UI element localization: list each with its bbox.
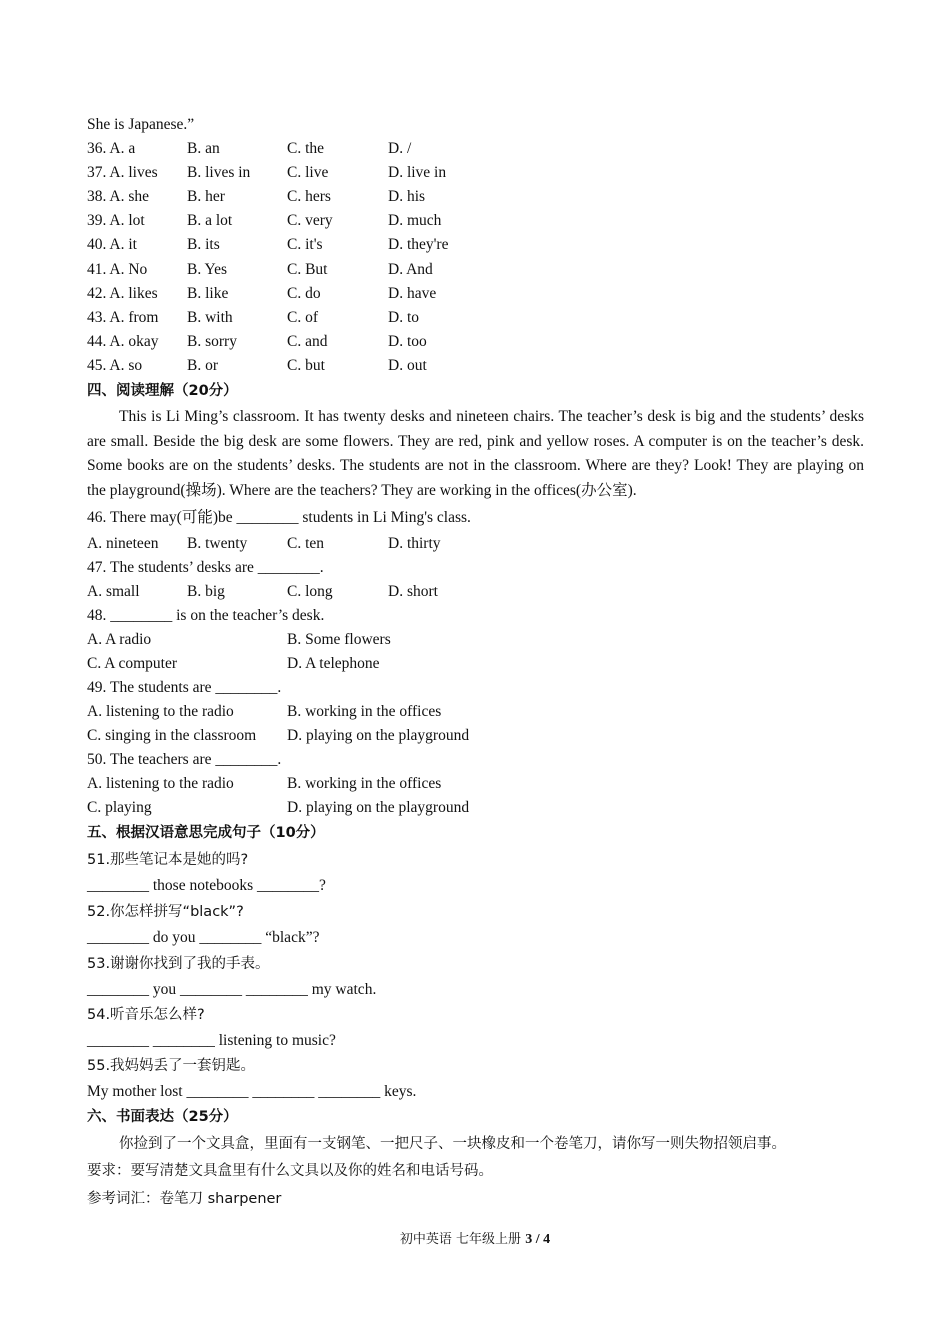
cloze-option-d: D. too: [388, 332, 427, 350]
sentence-51-english: ________ those notebooks ________?: [87, 877, 326, 894]
sentence-55-chinese: 55.我妈妈丢了一套钥匙。: [87, 1058, 256, 1074]
cloze-option-a: 38. A. she: [87, 188, 149, 206]
option-b: B. big: [187, 583, 225, 600]
sentence-51-chinese: 51.那些笔记本是她的吗?: [87, 852, 249, 868]
cloze-row: [87, 308, 867, 328]
cloze-option-b: B. a lot: [187, 212, 233, 230]
option-a: A. nineteen: [87, 535, 159, 552]
cloze-row: [87, 284, 867, 304]
cloze-option-d: D. much: [388, 212, 442, 230]
cloze-option-b: B. Yes: [187, 260, 228, 278]
question-49-options-row2: [87, 726, 867, 746]
cloze-row: [87, 139, 867, 159]
cloze-option-c: C. the: [287, 140, 325, 157]
cloze-option-b: B. or: [187, 356, 218, 374]
question-47: 47. The students’ desks are ________.: [87, 559, 324, 576]
cloze-option-b: B. lives in: [187, 164, 251, 182]
cloze-option-b: B. its: [187, 236, 220, 254]
cloze-option-d: D. have: [388, 284, 437, 302]
option-c: C. long: [287, 583, 333, 600]
option-b: B. Some flowers: [287, 631, 391, 648]
cloze-option-c: C. of: [287, 308, 318, 326]
cloze-option-d: D. his: [388, 188, 426, 206]
cloze-option-a: 42. A. likes: [87, 284, 158, 302]
cloze-option-b: B. an: [187, 140, 220, 157]
cloze-option-b: B. her: [187, 188, 225, 206]
cloze-option-c: C. but: [287, 356, 325, 374]
option-a: A. small: [87, 583, 140, 600]
option-c: C. playing: [87, 799, 152, 816]
question-47-options: [87, 582, 867, 602]
section4-heading: 四、阅读理解（20分）: [87, 383, 238, 399]
cloze-option-d: D. out: [388, 356, 427, 374]
cloze-option-a: 37. A. lives: [87, 164, 158, 182]
section6-heading: 六、书面表达（25分）: [87, 1109, 238, 1125]
question-50-options-row1: [87, 774, 867, 794]
option-c: C. singing in the classroom: [87, 727, 257, 744]
cloze-row: [87, 332, 867, 352]
question-48: 48. ________ is on the teacher’s desk.: [87, 607, 325, 624]
question-46: 46. There may(可能)be ________ students in Li Ming's class.: [87, 509, 471, 526]
cloze-option-c: C. hers: [287, 188, 331, 206]
writing-requirement: 要求：要写清楚文具盒里有什么文具以及你的姓名和电话号码。: [87, 1163, 493, 1179]
cloze-option-d: D. And: [388, 260, 433, 278]
cloze-option-a: 39. A. lot: [87, 212, 145, 230]
option-c: C. ten: [287, 535, 325, 552]
question-48-options-row1: [87, 630, 867, 650]
cloze-option-c: C. very: [287, 212, 333, 230]
cloze-option-b: B. with: [187, 308, 233, 326]
sentence-54-chinese: 54.听音乐怎么样?: [87, 1007, 205, 1023]
page-number: 3 / 4: [525, 1232, 551, 1247]
question-46-options: [87, 534, 867, 554]
sentence-54-english: ________ ________ listening to music?: [87, 1032, 336, 1049]
cloze-option-a: 43. A. from: [87, 308, 159, 326]
option-a: A. A radio: [87, 631, 152, 648]
option-d: D. playing on the playground: [287, 727, 470, 744]
option-d: D. short: [388, 583, 438, 600]
question-50-options-row2: [87, 798, 867, 818]
cloze-option-a: 41. A. No: [87, 260, 148, 278]
question-48-options-row2: [87, 654, 867, 674]
cloze-option-c: C. and: [287, 332, 328, 350]
intro-line: She is Japanese.”: [87, 116, 195, 133]
option-b: B. working in the offices: [287, 703, 442, 720]
option-d: D. thirty: [388, 535, 441, 552]
reading-passage: This is Li Ming’s classroom. It has twenty desks and nineteen chairs. The teacher’s desk is big and the students’ desks are small. Beside the big desk are some flowers. They are red, pink and yellow roses. A computer is on the teacher’s desk. Some books are on the students’ desks. The students are not in the classroom. Where are they? Look! They are playing on the playground(操场). Where are the teachers? They are working in the offices(办公室).: [87, 408, 864, 499]
option-c: C. A computer: [87, 655, 177, 672]
cloze-row: [87, 235, 867, 255]
footer-label: 初中英语 七年级上册: [399, 1232, 522, 1247]
cloze-option-c: C. do: [287, 284, 321, 302]
question-50: 50. The teachers are ________.: [87, 751, 282, 768]
question-49-options-row1: [87, 702, 867, 722]
sentence-52-chinese: 52.你怎样拼写“black”?: [87, 904, 244, 920]
sentence-52-english: ________ do you ________ “black”?: [87, 929, 320, 946]
cloze-option-c: C. live: [287, 164, 329, 182]
option-a: A. listening to the radio: [87, 775, 234, 792]
option-b: B. working in the offices: [287, 775, 442, 792]
option-d: D. playing on the playground: [287, 799, 470, 816]
cloze-option-d: D. they're: [388, 236, 449, 254]
sentence-53-chinese: 53.谢谢你找到了我的手表。: [87, 956, 270, 972]
cloze-option-d: D. to: [388, 308, 419, 326]
cloze-option-a: 44. A. okay: [87, 332, 159, 350]
writing-task: 你捡到了一个文具盒，里面有一支钢笔、一把尺子、一块橡皮和一个卷笔刀，请你写一则失物招领启事。: [119, 1136, 786, 1152]
sentence-53-english: ________ you ________ ________ my watch.: [87, 981, 377, 998]
cloze-row: [87, 187, 867, 207]
page-footer: [0, 1228, 950, 1248]
question-49: 49. The students are ________.: [87, 679, 282, 696]
cloze-row: [87, 163, 867, 183]
option-d: D. A telephone: [287, 655, 380, 672]
writing-vocab: 参考词汇：卷笔刀 sharpener: [87, 1191, 282, 1207]
cloze-option-c: C. it's: [287, 236, 323, 254]
cloze-option-d: D. live in: [388, 164, 447, 182]
cloze-option-a: 40. A. it: [87, 236, 137, 254]
cloze-option-a: 36. A. a: [87, 140, 136, 157]
option-b: B. twenty: [187, 535, 248, 552]
cloze-option-d: D. /: [388, 140, 412, 157]
cloze-row: [87, 211, 867, 231]
section5-heading: 五、根据汉语意思完成句子（10分）: [87, 825, 325, 841]
sentence-55-english: My mother lost ________ ________ ________ keys.: [87, 1083, 417, 1100]
cloze-option-a: 45. A. so: [87, 356, 143, 374]
option-a: A. listening to the radio: [87, 703, 234, 720]
cloze-row: [87, 260, 867, 280]
cloze-row: [87, 356, 867, 376]
cloze-option-b: B. sorry: [187, 332, 237, 350]
cloze-option-b: B. like: [187, 284, 229, 302]
cloze-option-c: C. But: [287, 260, 328, 278]
